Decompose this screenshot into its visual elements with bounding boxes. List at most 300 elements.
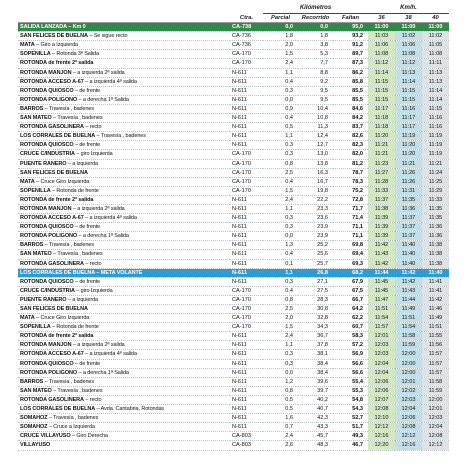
road-code: N-611 bbox=[230, 204, 263, 213]
waypoint-instruction: – Travesía , badenes bbox=[47, 415, 99, 422]
time-38: 11:40 bbox=[395, 250, 422, 259]
waypoint-place: SOMAHOZ bbox=[20, 415, 48, 422]
waypoint-name bbox=[18, 359, 230, 368]
km-faltan: 85,5 bbox=[333, 86, 368, 95]
time-38: 11:14 bbox=[395, 77, 422, 86]
time-40: 11:19 bbox=[422, 141, 449, 150]
time-36: 11:06 bbox=[368, 41, 395, 50]
time-36: 12:06 bbox=[368, 377, 395, 386]
waypoint-instruction: – Se sigue recto bbox=[87, 33, 128, 40]
km-faltan: 85,5 bbox=[333, 95, 368, 104]
time-38: 11:37 bbox=[395, 214, 422, 223]
time-38: 12:06 bbox=[395, 414, 422, 423]
time-40: 11:11 bbox=[422, 59, 449, 68]
time-40: 11:15 bbox=[422, 104, 449, 113]
waypoint-name bbox=[18, 286, 230, 295]
waypoint-instruction: – Rotonda 3ª Salida bbox=[50, 51, 99, 58]
km-parcial: 0,4 bbox=[263, 77, 298, 86]
waypoint-instruction: – Travesía , badenes bbox=[51, 115, 103, 122]
road-code: N-611 bbox=[230, 259, 263, 268]
waypoint-instruction: – Km 0 bbox=[66, 24, 86, 31]
waypoint-name bbox=[18, 114, 230, 123]
road-code: CA-170 bbox=[230, 168, 263, 177]
km-recorrido: 27,1 bbox=[298, 277, 333, 286]
waypoint-place: SAN FELICES DE BUELNA bbox=[20, 169, 88, 176]
km-recorrido: 27,5 bbox=[298, 286, 333, 295]
km-recorrido: 25,2 bbox=[298, 241, 333, 250]
time-38: 11:00 bbox=[395, 23, 422, 32]
road-code: N-611 bbox=[230, 277, 263, 286]
time-40: 11:55 bbox=[422, 332, 449, 341]
waypoint-name bbox=[18, 305, 230, 314]
waypoint-instruction: – Travesía , badenes bbox=[43, 242, 95, 249]
km-recorrido: 12,7 bbox=[298, 141, 333, 150]
col-parcial: Parcial bbox=[263, 14, 298, 23]
road-code: N-611 bbox=[230, 241, 263, 250]
time-36: 11:57 bbox=[368, 323, 395, 332]
header-row bbox=[18, 14, 449, 23]
km-parcial: 0,3 bbox=[263, 223, 298, 232]
road-code: CA-736 bbox=[230, 41, 263, 50]
km-parcial: 2,4 bbox=[263, 59, 298, 68]
time-36: 11:33 bbox=[368, 186, 395, 195]
km-recorrido: 23,6 bbox=[298, 214, 333, 223]
km-recorrido: 10,4 bbox=[298, 104, 333, 113]
waypoint-instruction: – a izquierda bbox=[66, 296, 98, 303]
time-36: 11:45 bbox=[368, 286, 395, 295]
km-parcial: 0,8 bbox=[263, 386, 298, 395]
table-row bbox=[18, 141, 449, 150]
time-40: 12:08 bbox=[422, 432, 449, 441]
waypoint-instruction: – Giro Derecha bbox=[70, 433, 108, 440]
waypoint-instruction: – Travesía , badenes bbox=[43, 105, 95, 112]
waypoint-place: ROTONDA MANJON bbox=[20, 342, 72, 349]
table-row bbox=[18, 350, 449, 359]
table-row bbox=[18, 223, 449, 232]
table-row bbox=[18, 150, 449, 159]
waypoint-place: PUENTE RANERO bbox=[20, 160, 67, 167]
table-row bbox=[18, 95, 449, 104]
waypoint-place: ROTONDA ACCESO A-67 bbox=[20, 78, 84, 85]
table-row bbox=[18, 414, 449, 423]
waypoint-place: SAN FELICES DE BUELNA bbox=[20, 306, 88, 312]
time-36: 11:45 bbox=[368, 277, 395, 286]
table-row bbox=[18, 250, 449, 259]
road-code: N-611 bbox=[230, 250, 263, 259]
km-faltan: 67,5 bbox=[333, 286, 368, 295]
route-body bbox=[18, 23, 449, 450]
km-recorrido: 32,8 bbox=[298, 314, 333, 323]
waypoint-name bbox=[18, 204, 230, 213]
km-faltan: 54,3 bbox=[333, 405, 368, 414]
time-38: 11:37 bbox=[395, 223, 422, 232]
road-code: N-611 bbox=[230, 214, 263, 223]
col-recorrido: Recorrido bbox=[298, 14, 333, 23]
time-36: 12:10 bbox=[368, 414, 395, 423]
km-faltan: 60,7 bbox=[333, 323, 368, 332]
road-code: N-611 bbox=[230, 386, 263, 395]
time-38: 11:15 bbox=[395, 86, 422, 95]
waypoint-place: SAN MATEO bbox=[20, 251, 52, 258]
time-40: 11:35 bbox=[422, 204, 449, 213]
km-parcial: 2,0 bbox=[263, 41, 298, 50]
time-40: 11:38 bbox=[422, 241, 449, 250]
km-parcial: 0,8 bbox=[263, 295, 298, 304]
km-parcial: 1,1 bbox=[263, 341, 298, 350]
time-38: 11:17 bbox=[395, 114, 422, 123]
table-row bbox=[18, 423, 449, 432]
km-parcial: 0,4 bbox=[263, 114, 298, 123]
road-code: N-611 bbox=[230, 395, 263, 404]
km-recorrido: 48,3 bbox=[298, 441, 333, 450]
km-parcial: 0,5 bbox=[263, 395, 298, 404]
time-36: 11:21 bbox=[368, 141, 395, 150]
time-40: 11:41 bbox=[422, 286, 449, 295]
km-faltan: 95,0 bbox=[333, 23, 368, 32]
table-row bbox=[18, 68, 449, 77]
table-row bbox=[18, 359, 449, 368]
km-parcial: 0,3 bbox=[263, 359, 298, 368]
time-40: 11:13 bbox=[422, 77, 449, 86]
time-38: 11:20 bbox=[395, 150, 422, 159]
time-38: 12:08 bbox=[395, 423, 422, 432]
waypoint-name bbox=[18, 386, 230, 395]
table-row bbox=[18, 32, 449, 41]
time-40: 11:33 bbox=[422, 195, 449, 204]
km-recorrido: 38,4 bbox=[298, 368, 333, 377]
table-row bbox=[18, 386, 449, 395]
waypoint-instruction: – Giro a Izquierda bbox=[34, 42, 79, 49]
table-row bbox=[18, 123, 449, 132]
km-recorrido: 37,8 bbox=[298, 341, 333, 350]
waypoint-name bbox=[18, 423, 230, 432]
road-code: N-611 bbox=[230, 132, 263, 141]
time-36: 12:03 bbox=[368, 350, 395, 359]
waypoint-instruction: – de frente bbox=[73, 224, 101, 231]
km-faltan: 64,2 bbox=[333, 305, 368, 314]
km-faltan: 55,3 bbox=[333, 386, 368, 395]
waypoint-instruction: – a izquierda 4ª salida bbox=[83, 351, 137, 358]
time-38: 11:08 bbox=[395, 50, 422, 59]
road-code: N-611 bbox=[230, 123, 263, 132]
table-row bbox=[18, 368, 449, 377]
km-faltan: 71,4 bbox=[333, 214, 368, 223]
time-38: 11:49 bbox=[395, 305, 422, 314]
time-40: 11:14 bbox=[422, 86, 449, 95]
time-38: 11:15 bbox=[395, 95, 422, 104]
waypoint-place: SAN MATEO bbox=[20, 115, 52, 122]
road-code: CA-736 bbox=[230, 32, 263, 41]
time-40: 12:00 bbox=[422, 395, 449, 404]
table-row bbox=[18, 405, 449, 414]
time-38: 11:17 bbox=[395, 123, 422, 132]
time-40: 12:03 bbox=[422, 414, 449, 423]
km-parcial: 0,3 bbox=[263, 141, 298, 150]
km-recorrido: 39,6 bbox=[298, 377, 333, 386]
table-row bbox=[18, 59, 449, 68]
time-40: 11:25 bbox=[422, 177, 449, 186]
km-recorrido: 45,7 bbox=[298, 432, 333, 441]
km-parcial: 0,5 bbox=[263, 405, 298, 414]
waypoint-name bbox=[18, 150, 230, 159]
waypoint-name bbox=[18, 141, 230, 150]
km-faltan: 56,6 bbox=[333, 359, 368, 368]
waypoint-name bbox=[18, 186, 230, 195]
time-40: 11:51 bbox=[422, 323, 449, 332]
road-code: N-611 bbox=[230, 414, 263, 423]
table-row bbox=[18, 232, 449, 241]
road-code: CA-170 bbox=[230, 59, 263, 68]
time-36: 11:15 bbox=[368, 77, 395, 86]
waypoint-name bbox=[18, 177, 230, 186]
time-36: 12:06 bbox=[368, 386, 395, 395]
waypoint-place: ROTONDA QUIOSCO bbox=[20, 360, 74, 367]
km-parcial: 0,9 bbox=[263, 104, 298, 113]
km-parcial: 1,3 bbox=[263, 241, 298, 250]
waypoint-instruction: – giro Izquierda bbox=[74, 287, 113, 294]
time-38: 11:42 bbox=[395, 277, 422, 286]
km-recorrido: 7,7 bbox=[298, 59, 333, 68]
km-parcial: 2,5 bbox=[263, 168, 298, 177]
km-faltan: 86,2 bbox=[333, 68, 368, 77]
road-code: CA-170 bbox=[230, 323, 263, 332]
waypoint-instruction: – recto bbox=[83, 124, 102, 131]
waypoint-name bbox=[18, 77, 230, 86]
time-38: 11:59 bbox=[395, 341, 422, 350]
road-code: N-611 bbox=[230, 341, 263, 350]
km-faltan: 58,3 bbox=[333, 332, 368, 341]
waypoint-name bbox=[18, 132, 230, 141]
road-code: CA-170 bbox=[230, 295, 263, 304]
waypoint-instruction: – Travesía , badenes bbox=[51, 251, 103, 258]
col-speed-40: 40 bbox=[422, 14, 449, 23]
waypoint-place: ROTONDA GASOLINERA bbox=[20, 396, 84, 403]
waypoint-instruction: – Cruce a Izquierda bbox=[47, 424, 95, 431]
km-recorrido: 26,8 bbox=[298, 268, 333, 277]
km-recorrido: 0,0 bbox=[298, 23, 333, 32]
waypoint-place: BARROS bbox=[20, 242, 44, 249]
time-38: 12:01 bbox=[395, 377, 422, 386]
time-38: 11:58 bbox=[395, 332, 422, 341]
waypoint-place: ROTONDA de frente 2ª salida bbox=[20, 60, 94, 67]
waypoint-place: ROTONDA ACCESO A-67 bbox=[20, 215, 84, 222]
time-38: 11:36 bbox=[395, 204, 422, 213]
waypoint-instruction: – a izquierda 4ª salida bbox=[83, 78, 137, 85]
km-recorrido: 38,1 bbox=[298, 350, 333, 359]
km-parcial: 1,6 bbox=[263, 414, 298, 423]
waypoint-instruction: – Rotonda de frente bbox=[50, 324, 99, 331]
road-code: N-611 bbox=[230, 68, 263, 77]
road-code: N-611 bbox=[230, 86, 263, 95]
time-38: 11:26 bbox=[395, 168, 422, 177]
km-recorrido: 40,2 bbox=[298, 395, 333, 404]
road-code: CA-170 bbox=[230, 150, 263, 159]
km-parcial: 1,1 bbox=[263, 68, 298, 77]
waypoint-name bbox=[18, 323, 230, 332]
road-code: N-611 bbox=[230, 77, 263, 86]
km-recorrido: 25,6 bbox=[298, 250, 333, 259]
waypoint-name bbox=[18, 350, 230, 359]
km-parcial: 1,1 bbox=[263, 204, 298, 213]
time-36: 12:16 bbox=[368, 432, 395, 441]
km-recorrido: 23,9 bbox=[298, 223, 333, 232]
km-faltan: 49,3 bbox=[333, 432, 368, 441]
km-faltan: 67,9 bbox=[333, 277, 368, 286]
km-faltan: 68,2 bbox=[333, 268, 368, 277]
waypoint-place: ROTONDA POLIGONO bbox=[20, 233, 78, 240]
km-recorrido: 10,8 bbox=[298, 114, 333, 123]
waypoint-name bbox=[18, 223, 230, 232]
km-faltan: 81,2 bbox=[333, 159, 368, 168]
km-faltan: 75,2 bbox=[333, 186, 368, 195]
waypoint-instruction: – a izquierda 2ª salida bbox=[71, 69, 125, 76]
km-faltan: 71,1 bbox=[333, 223, 368, 232]
table-row bbox=[18, 305, 449, 314]
road-code: N-611 bbox=[230, 95, 263, 104]
km-faltan: 71,7 bbox=[333, 204, 368, 213]
time-36: 12:20 bbox=[368, 441, 395, 450]
waypoint-place: SOPENILLA bbox=[20, 187, 51, 194]
waypoint-name bbox=[18, 86, 230, 95]
waypoint-name bbox=[18, 268, 230, 277]
time-40: 11:49 bbox=[422, 314, 449, 323]
time-36: 12:01 bbox=[368, 332, 395, 341]
waypoint-place: ROTONDA GASOLINERA bbox=[20, 260, 84, 267]
km-recorrido: 8,8 bbox=[298, 68, 333, 77]
table-row bbox=[18, 432, 449, 441]
time-38: 12:00 bbox=[395, 350, 422, 359]
km-recorrido: 5,3 bbox=[298, 50, 333, 59]
waypoint-place: LOS CORRALES DE BUELNA bbox=[20, 406, 96, 413]
time-36: 11:43 bbox=[368, 250, 395, 259]
time-38: 11:20 bbox=[395, 141, 422, 150]
waypoint-place: MATA bbox=[20, 315, 35, 322]
km-faltan: 69,8 bbox=[333, 241, 368, 250]
waypoint-name bbox=[18, 414, 230, 423]
km-recorrido: 36,7 bbox=[298, 332, 333, 341]
waypoint-name bbox=[18, 23, 230, 32]
km-recorrido: 23,3 bbox=[298, 204, 333, 213]
km-parcial: 0,3 bbox=[263, 150, 298, 159]
km-faltan: 46,7 bbox=[333, 441, 368, 450]
waypoint-name bbox=[18, 232, 230, 241]
time-36: 11:27 bbox=[368, 168, 395, 177]
waypoint-place: ROTONDA ACCESO A-67 bbox=[20, 351, 84, 358]
time-36: 11:18 bbox=[368, 123, 395, 132]
time-36: 12:04 bbox=[368, 368, 395, 377]
km-faltan: 83,7 bbox=[333, 123, 368, 132]
table-row bbox=[18, 295, 449, 304]
waypoint-name bbox=[18, 41, 230, 50]
table-row bbox=[18, 204, 449, 213]
km-faltan: 84,6 bbox=[333, 104, 368, 113]
time-40: 11:14 bbox=[422, 95, 449, 104]
waypoint-name bbox=[18, 250, 230, 259]
table-row bbox=[18, 41, 449, 50]
time-40: 11:19 bbox=[422, 150, 449, 159]
km-faltan: 85,8 bbox=[333, 77, 368, 86]
table-row bbox=[18, 323, 449, 332]
time-38: 11:06 bbox=[395, 41, 422, 50]
waypoint-name bbox=[18, 277, 230, 286]
waypoint-instruction: – Avda. Cantabria, Rotondas bbox=[95, 406, 165, 413]
time-38: 12:12 bbox=[395, 432, 422, 441]
table-row bbox=[18, 314, 449, 323]
waypoint-name bbox=[18, 104, 230, 113]
time-38: 11:35 bbox=[395, 195, 422, 204]
table-row bbox=[18, 286, 449, 295]
time-40: 11:46 bbox=[422, 305, 449, 314]
time-38: 11:40 bbox=[395, 241, 422, 250]
road-code: N-611 bbox=[230, 195, 263, 204]
table-row bbox=[18, 114, 449, 123]
time-40: 11:57 bbox=[422, 359, 449, 368]
waypoint-place: ROTONDA de frente 2ª salida bbox=[20, 333, 94, 340]
waypoint-name bbox=[18, 50, 230, 59]
time-38: 11:40 bbox=[395, 259, 422, 268]
km-faltan: 78,7 bbox=[333, 168, 368, 177]
waypoint-place: ROTONDA MANJON bbox=[20, 205, 72, 212]
km-recorrido: 30,8 bbox=[298, 305, 333, 314]
waypoint-name bbox=[18, 241, 230, 250]
waypoint-instruction: – Cruce Giro Izquierda bbox=[34, 178, 90, 185]
waypoint-name bbox=[18, 168, 230, 177]
waypoint-place: ROTONDA QUIOSCO bbox=[20, 142, 74, 149]
km-parcial: 2,6 bbox=[263, 441, 298, 450]
road-code: CA-170 bbox=[230, 186, 263, 195]
time-38: 11:42 bbox=[395, 268, 422, 277]
km-parcial: 0,0 bbox=[263, 23, 298, 32]
waypoint-name bbox=[18, 68, 230, 77]
route-table bbox=[18, 4, 449, 451]
waypoint-name bbox=[18, 368, 230, 377]
road-code: CA-170 bbox=[230, 286, 263, 295]
time-36: 11:39 bbox=[368, 223, 395, 232]
km-faltan: 82,0 bbox=[333, 150, 368, 159]
time-38: 11:31 bbox=[395, 186, 422, 195]
road-code: N-611 bbox=[230, 268, 263, 277]
table-row bbox=[18, 259, 449, 268]
time-40: 11:24 bbox=[422, 168, 449, 177]
time-40: 11:56 bbox=[422, 341, 449, 350]
time-36: 12:07 bbox=[368, 395, 395, 404]
waypoint-instruction: – de frente bbox=[73, 278, 101, 285]
km-recorrido: 34,3 bbox=[298, 323, 333, 332]
table-row bbox=[18, 241, 449, 250]
col-faltan: Faltan bbox=[333, 14, 368, 23]
time-36: 11:47 bbox=[368, 295, 395, 304]
road-code: CA-803 bbox=[230, 432, 263, 441]
km-recorrido: 12,4 bbox=[298, 132, 333, 141]
time-36: 12:12 bbox=[368, 423, 395, 432]
km-recorrido: 11,3 bbox=[298, 123, 333, 132]
km-faltan: 52,7 bbox=[333, 414, 368, 423]
table-row bbox=[18, 441, 449, 450]
km-group-header: Kilómetros bbox=[263, 4, 368, 14]
waypoint-name bbox=[18, 214, 230, 223]
time-40: 11:38 bbox=[422, 250, 449, 259]
waypoint-name bbox=[18, 405, 230, 414]
waypoint-instruction: – Travesía , badenes bbox=[43, 378, 95, 385]
waypoint-name bbox=[18, 259, 230, 268]
waypoint-place: BARROS bbox=[20, 105, 44, 112]
col-speed-38: 38 bbox=[395, 14, 422, 23]
waypoint-place: ROTONDA POLIGONO bbox=[20, 369, 78, 376]
road-code: N-611 bbox=[230, 423, 263, 432]
km-parcial: 1,1 bbox=[263, 132, 298, 141]
km-faltan: 69,4 bbox=[333, 250, 368, 259]
table-row bbox=[18, 50, 449, 59]
